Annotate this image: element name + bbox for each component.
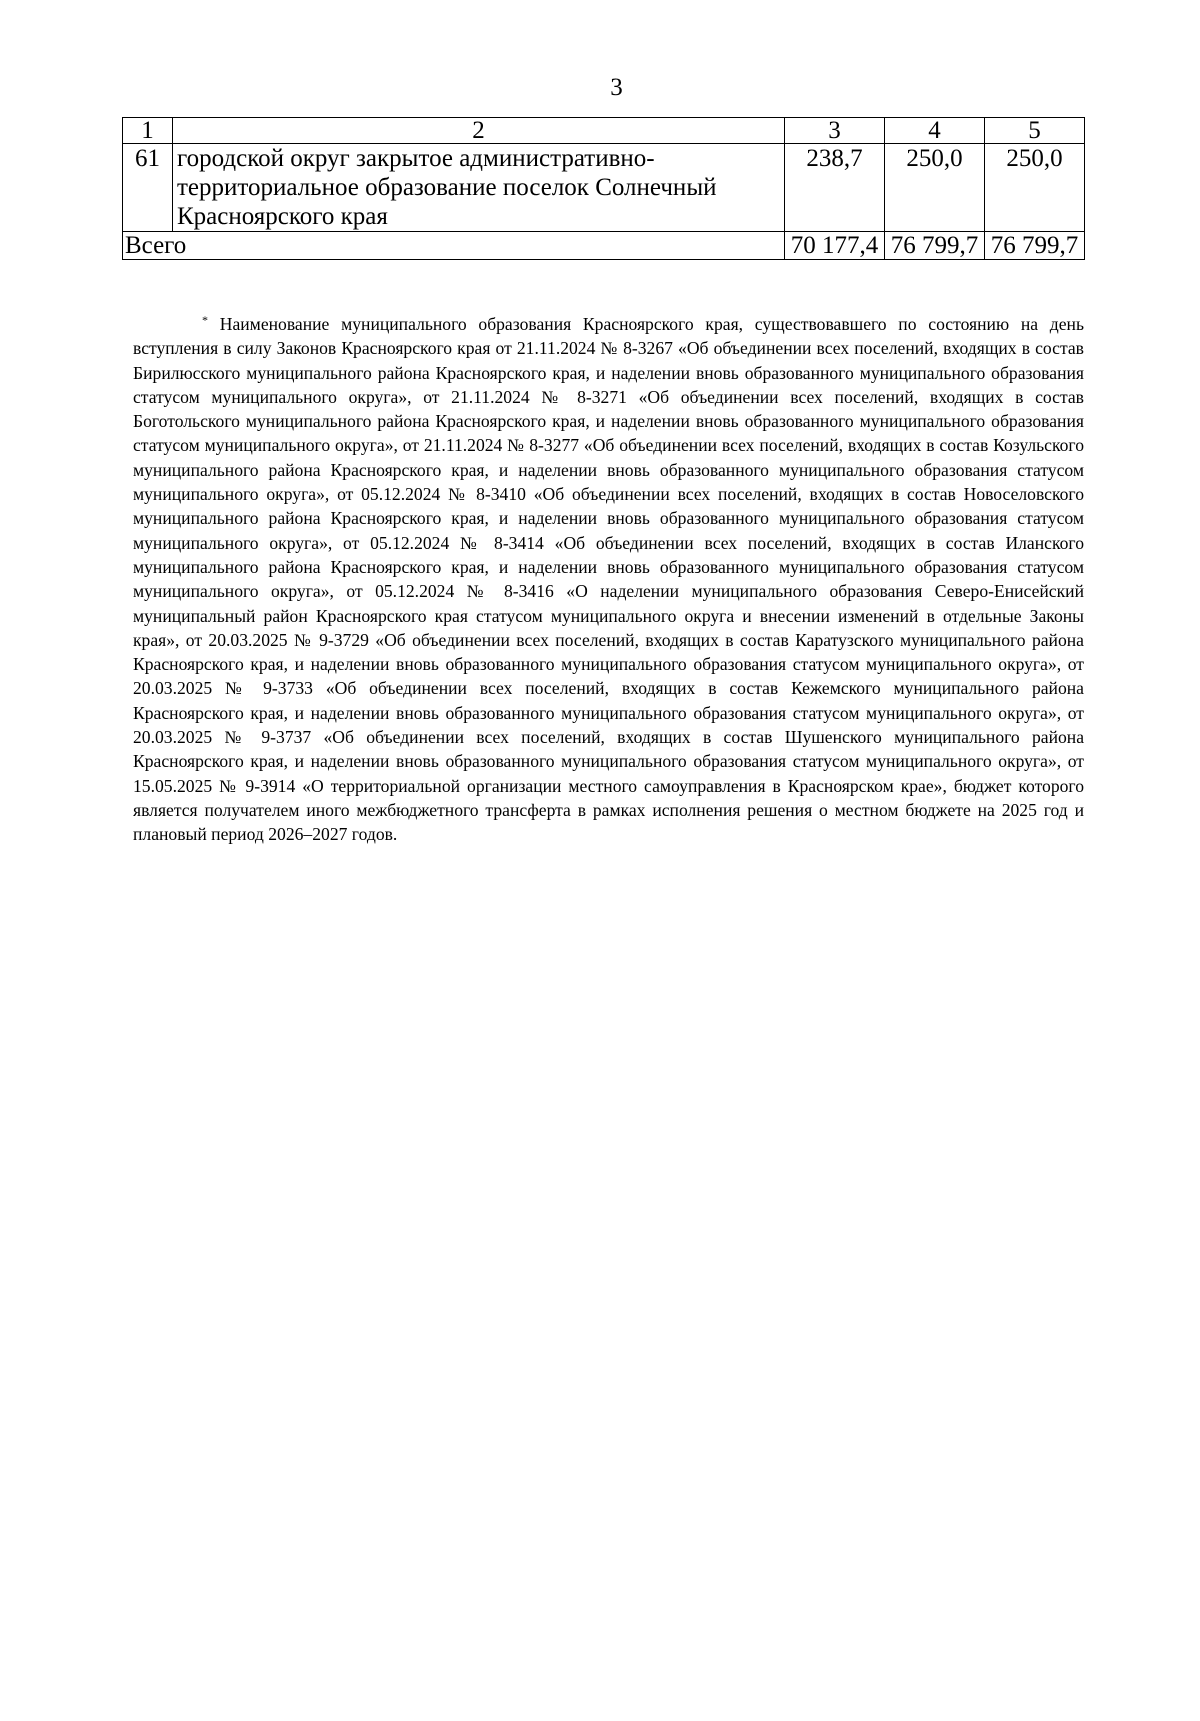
total-value-col3: 70 177,4 <box>785 232 885 260</box>
total-row <box>123 232 1085 260</box>
footnote-marker: * <box>202 313 208 327</box>
footnote <box>133 312 1084 847</box>
column-header-4: 4 <box>885 118 985 144</box>
column-header-1: 1 <box>123 118 173 144</box>
total-value-col4: 76 799,7 <box>885 232 985 260</box>
page-number: 3 <box>610 74 623 101</box>
column-header-3: 3 <box>785 118 885 144</box>
value-cell-col4: 250,0 <box>885 144 985 232</box>
column-header-2: 2 <box>173 118 785 144</box>
data-table <box>122 117 1085 260</box>
total-value-col5: 76 799,7 <box>985 232 1085 260</box>
table-header-row <box>123 118 1085 144</box>
column-header-5: 5 <box>985 118 1085 144</box>
value-cell-col3: 238,7 <box>785 144 885 232</box>
value-cell-col5: 250,0 <box>985 144 1085 232</box>
footnote-text: Наименование муниципального образования Красноярского края, существовавшего по состоянию на день вступления в силу Законов Красноярского края от 21.11.2024 № 8-3267 «Об объединении всех поселений, входящих в состав Бирилюсского муниципального района Красноярского края, и наделении вновь образованного муниципального образования статусом муниципального округа», от 21.11.2024 № 8-3271 «Об объединении всех поселений, входящих в состав Боготольского муниципального района Красноярского края, и наделении вновь образованного муниципального образования статусом муниципального округа», от 21.11.2024 № 8-3277 «Об объединении всех поселений, входящих в состав Козульского муниципального района Красноярского края, и наделении вновь образованного муниципального образования статусом муниципального округа», от 05.12.2024 № 8-3410 «Об объединении всех поселений, входящих в состав Новоселовского муниципального района Красноярского края, и наделении вновь образованного муниципального образования статусом муниципального округа», от 05.12.2024 № 8-3414 «Об объединении всех поселений, входящих в состав Иланского муниципального района Красноярского края, и наделении вновь образованного муниципального образования статусом муниципального округа», от 05.12.2024 № 8-3416 «О наделении муниципального образования Северо-Енисейский муниципальный район Красноярского края статусом муниципального округа и внесении изменений в отдельные Законы края», от 20.03.2025 № 9-3729 «Об объединении всех поселений, входящих в состав Каратузского муниципального района Красноярского края, и наделении вновь образованного муниципального образования статусом муниципального округа», от 20.03.2025 № 9-3733 «Об объединении всех поселений, входящих в состав Кежемского муниципального района Красноярского края, и наделении вновь образованного муниципального образования статусом муниципального округа», от 20.03.2025 № 9-3737 «Об объединении всех поселений, входящих в состав Шушенского муниципального района Красноярского края, и наделении вновь образованного муниципального образования статусом муниципального округа», от 15.05.2025 № 9-3914 «О территориальной организации местного самоуправления в Красноярском крае», бюджет которого является получателем иного межбюджетного трансферта в рамках исполнения решения о местном бюджете на 2025 год и плановый период 2026–2027 годов. <box>133 314 1084 845</box>
municipality-name-cell: городской округ закрытое административно-территориальное образование поселок Солнечный Красноярского края <box>173 144 785 232</box>
table-row <box>123 144 1085 232</box>
total-label-cell: Всего <box>123 232 785 260</box>
row-number-cell: 61 <box>123 144 173 232</box>
